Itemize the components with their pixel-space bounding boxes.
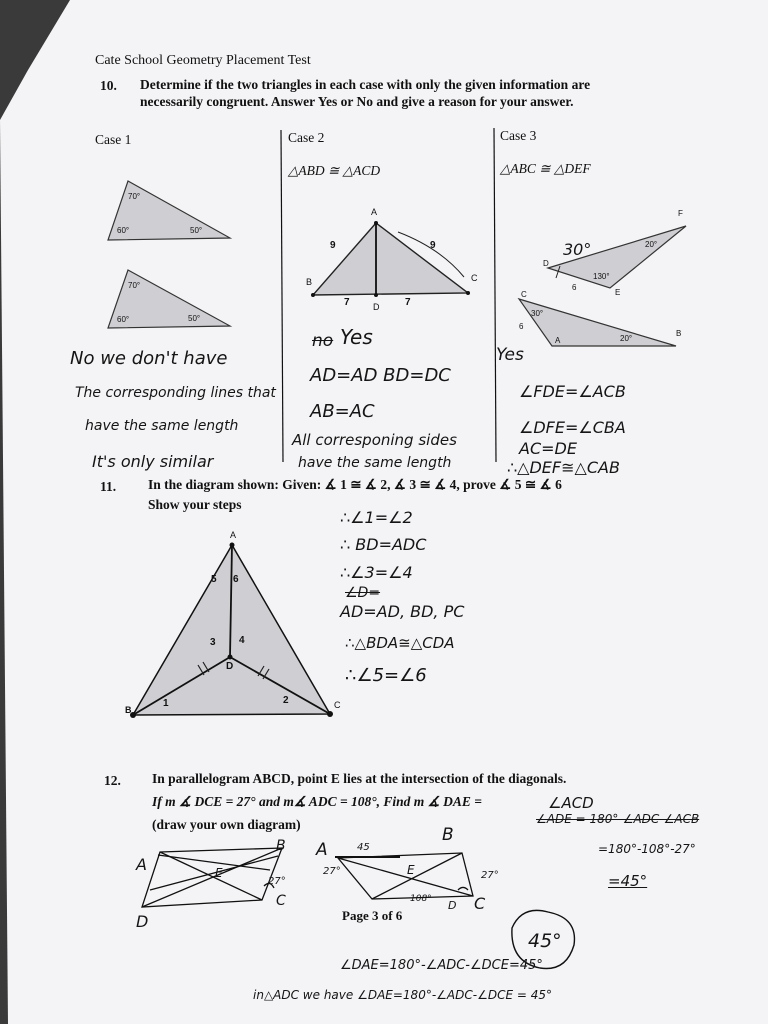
case-divider-left [281,130,283,462]
sketch1-label-c: C [276,893,286,909]
case2-side-ac: 9 [430,240,436,251]
sketch2-angle-27-right: 27° [481,870,499,881]
case2-answer-line5: have the same length [298,455,452,471]
case3-label-a: A [555,336,561,345]
case3-label-d: D [543,259,549,268]
q11-step-2: ∴ BD=ADC [340,535,427,554]
case3-given: △ABC ≅ △DEF [500,161,591,176]
case2-label-b: B [306,277,313,287]
case3-angle-130: 130° [593,272,610,281]
sketch1-label-e: E [215,866,223,880]
case2-label-c: C [471,273,478,283]
q12-sketch-left [142,848,282,907]
case2-answer-line2: AD=AD BD=DC [310,365,451,386]
case3-triangle-abc [519,299,676,346]
case3-angle-20-bottom: 20° [620,334,633,343]
page-number: Page 3 of 6 [342,908,403,923]
case3-title: Case 3 [500,128,537,143]
case2-side-dc: 7 [405,297,411,308]
case1-answer-line2: The corresponding lines that [75,385,276,401]
case3-label-f: F [678,209,683,218]
q11-label-c: C [334,700,341,710]
question-11-prompt: In the diagram shown: Given: ∡ 1 ≅ ∡ 2, ∡ 3 ≅ ∡ 4, prove ∡ 5 ≅ ∡ 6 [148,477,562,492]
case1-top-angle-70: 70° [128,192,141,201]
case3-label-c: C [521,290,527,299]
sketch2-label-d: D [448,899,457,912]
case1-title: Case 1 [95,132,132,147]
q11-step-3: ∴∠3=∠4 [340,563,413,582]
case1-top-angle-60: 60° [117,226,130,235]
case3-answer-line5: ∴△DEF≅△CAB [507,458,620,477]
q11-angle-5: 5 [211,574,217,585]
case1-bottom-angle-50: 50° [188,314,201,323]
q11-label-a: A [230,530,237,540]
sketch2-angle-45: 45 [357,842,370,853]
q11-crossed-step: ∠D= [345,585,381,601]
q12-work-line2: =180°-108°-27° [598,842,696,856]
q12-work-line3: =45° [608,872,648,890]
case3-answer-line3: ∠DFE=∠CBA [519,418,626,437]
case2-label-d: D [373,302,380,312]
q11-step-6: ∴∠5=∠6 [345,665,427,686]
q11-angle-6: 6 [233,574,239,585]
sketch2-label-a: A [316,840,328,860]
sketch1-angle-27: 27° [268,876,286,887]
question-12-line1: In parallelogram ABCD, point E lies at the intersection of the diagonals. [152,771,567,786]
q12-hand-acd: ∠ACD [548,794,594,812]
case3-label-e: E [615,288,621,297]
case2-answer-crossed: no [312,331,334,351]
circled-answer: 45° [528,930,562,952]
case3-answer-yes: Yes [496,345,524,365]
case2-label-a: A [371,207,378,217]
case2-title: Case 2 [288,130,325,145]
case3-answer-line2: ∠FDE=∠ACB [519,382,626,401]
case2-given: △ABD ≅ △ACD [288,163,381,178]
case2-answer-line4: All corresponing sides [292,431,457,449]
case2-side-ab: 9 [330,240,336,251]
question-10-line2: necessarily congruent. Answer Yes or No and give a reason for your answer. [140,94,574,109]
case1-answer-line3: have the same length [85,418,239,434]
question-10-line1: Determine if the two triangles in each case with only the given information are [140,77,591,92]
case1-top-angle-50: 50° [190,226,203,235]
sketch2-angle-27-left: 27° [323,866,341,877]
sketch2-label-e: E [407,863,415,877]
case3-angle-20-top: 20° [645,240,658,249]
case2-side-bd: 7 [344,297,350,308]
case3-hand-30: 30° [563,240,592,259]
case3-side-6-bottom: 6 [519,322,524,331]
case2-answer-yes: Yes [340,325,373,349]
sketch2-angle-108: 108° [410,894,432,904]
sketch1-label-a: A [136,855,147,874]
q11-step-1: ∴∠1=∠2 [340,508,413,527]
sketch1-label-b: B [276,838,286,854]
question-11-number: 11. [100,479,117,494]
q11-angle-4: 4 [239,635,245,646]
case2-answer-line3: AB=AC [310,401,375,422]
sketch1-label-d: D [136,912,149,931]
question-12-line2: If m ∡ DCE = 27° and m∡ ADC = 108°, Find m ∡ DAE = [152,794,482,809]
q11-step-5: ∴△BDA≅△CDA [345,634,455,652]
q11-angle-1: 1 [163,698,169,709]
q12-work-line1: ∠ADE = 180°-∠ADC-∠ACB [536,812,700,826]
q11-label-d: D [226,661,234,672]
question-12-line3: (draw your own diagram) [152,817,301,832]
test-title: Cate School Geometry Placement Test [95,53,311,68]
q11-step-4: AD=AD, BD, PC [340,602,465,621]
case3-angle-30: 30° [531,309,544,318]
case1-answer-line4: It's only similar [92,452,214,471]
case1-bottom-angle-70: 70° [128,281,141,290]
q12-final-line1: ∠DAE=180°-∠ADC-∠DCE=45° [340,958,543,973]
case1-answer-line1: No we don't have [70,348,228,369]
case3-label-b: B [676,329,682,338]
case3-side-6-top: 6 [572,283,577,292]
case2-triangle [313,223,468,295]
sketch2-label-b: B [442,825,454,845]
case3-answer-line4: AC=DE [519,439,577,458]
case1-bottom-angle-60: 60° [117,315,130,324]
question-12-number: 12. [104,773,121,788]
q11-angle-3: 3 [210,637,216,648]
q12-sketch-right [335,853,473,899]
q11-label-b: B [125,705,132,715]
question-10-number: 10. [100,78,117,93]
q11-angle-2: 2 [283,695,289,706]
q12-final-line2: in△ADC we have ∠DAE=180°-∠ADC-∠DCE = 45° [253,988,552,1002]
sketch2-label-c: C [474,894,486,913]
question-11-subprompt: Show your steps [148,497,242,512]
case-divider-right [494,128,496,462]
